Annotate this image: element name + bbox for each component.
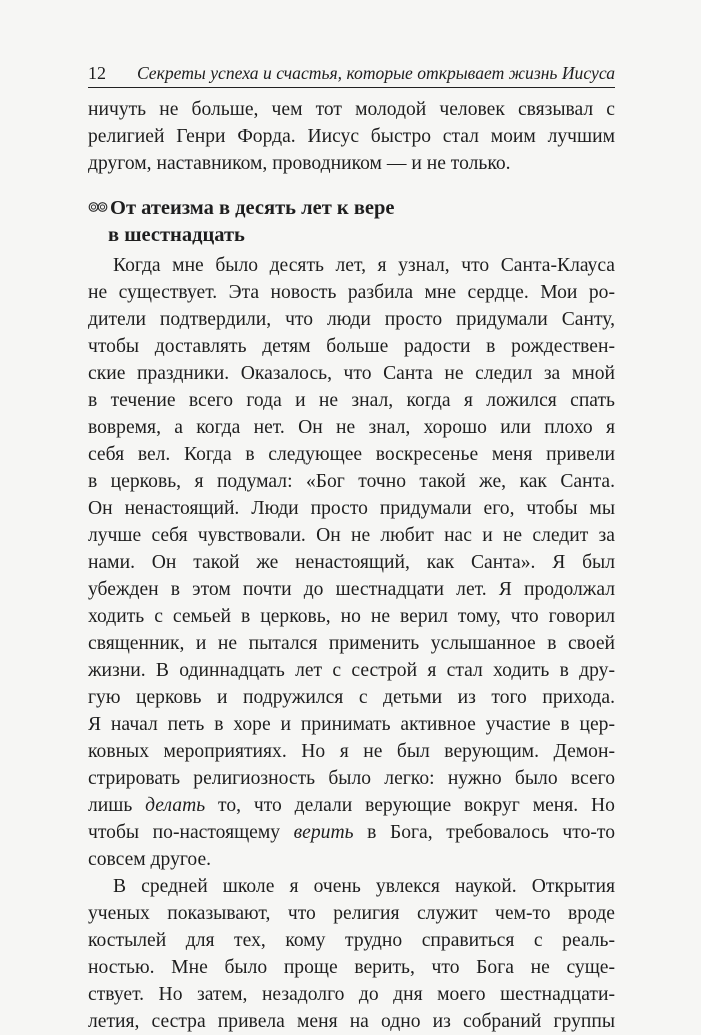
text-line: чтобы доставлять детям больше радости в рождествен- — [88, 336, 615, 357]
emphasis-word: делать — [145, 795, 206, 816]
text-segment: то, что делали верующие вокруг меня. Но — [205, 795, 615, 816]
text-line: жизни. В одиннадцать лет с сестрой я стал ходить в дру- — [88, 660, 615, 681]
text-line: лучше себя чувствовали. Он не любит нас и не следит за — [88, 525, 615, 546]
text-line: другом, наставником, проводником — и не только. — [88, 153, 511, 174]
section-heading-text: От атеизма в десять лет к вере — [110, 197, 395, 219]
text-line: Он ненастоящий. Люди просто придумали его, чтобы мы — [88, 498, 615, 519]
section-heading — [88, 195, 615, 249]
text-line: ствует. Но затем, незадолго до дня моего шестнадцати- — [88, 984, 615, 1005]
text-line: костылей для тех, кому трудно справиться с реаль- — [88, 930, 615, 951]
text-line: убежден в этом почти до шестнадцати лет. Я продолжал — [88, 579, 615, 600]
text-line: стрировать религиозность было легко: нужно было всего — [88, 768, 615, 789]
section-heading-line — [88, 195, 615, 222]
running-header — [88, 62, 615, 84]
text-line: ностью. Мне было проще верить, что Бога не суще- — [88, 957, 615, 978]
text-segment: чтобы по-настоящему — [88, 822, 294, 843]
double-spiral-ornament-icon — [88, 201, 108, 213]
text-line: себя вел. Когда в следующее воскресенье меня привели — [88, 444, 615, 465]
text-line: Я начал петь в хоре и принимать активное участие в цер- — [88, 714, 615, 735]
text-line-with-emphasis — [88, 819, 615, 846]
header-rule — [88, 87, 615, 88]
text-line: дители подтвердили, что люди просто придумали Санту, — [88, 309, 615, 330]
text-line: Когда мне было десять лет, я узнал, что Санта-Клауса — [113, 255, 615, 276]
text-line: ученых показывают, что религия служит чем-то вроде — [88, 903, 615, 924]
text-line: в течение всего года и не знал, когда я ложился спать — [88, 390, 615, 411]
paragraph-2 — [88, 873, 615, 1035]
text-line: ничуть не больше, чем тот молодой человек связывал с — [88, 99, 615, 120]
emphasis-word: верить — [293, 822, 354, 843]
text-line: совсем другое. — [88, 849, 212, 870]
text-line: в церковь, я подумал: «Бог точно такой же, как Санта. — [88, 471, 615, 492]
section-heading-line: в шестнадцать — [108, 224, 245, 246]
running-title: Секреты успеха и счастья, которые открывает жизнь Иисуса — [136, 63, 615, 83]
text-line: летия, сестра привела меня на одно из собраний группы — [88, 1011, 615, 1032]
text-line: вовремя, а когда нет. Он не знал, хорошо или плохо я — [88, 417, 615, 438]
text-line: не существует. Эта новость разбила мне сердце. Мои ро- — [88, 282, 615, 303]
text-line: религией Генри Форда. Иисус быстро стал моим лучшим — [88, 126, 615, 147]
text-segment: в Бога, требовалось что-то — [353, 822, 616, 843]
text-line: ковных мероприятиях. Но я не был верующим. Демон- — [88, 741, 615, 762]
text-line: В средней школе я очень увлекся наукой. Открытия — [113, 876, 615, 897]
text-line-with-emphasis — [88, 792, 615, 819]
page-number: 12 — [88, 63, 106, 83]
text-line: ские праздники. Оказалось, что Санта не следил за мной — [88, 363, 615, 384]
intro-paragraph — [88, 96, 615, 177]
paragraph-1 — [88, 252, 615, 873]
text-line: нами. Он такой же ненастоящий, как Санта». Я был — [88, 552, 615, 573]
text-line: гую церковь и подружился с детьми из того прихода. — [88, 687, 615, 708]
page-body — [88, 96, 615, 1035]
text-segment: лишь — [88, 795, 146, 816]
text-line: священник, и не пытался применить услышанное в своей — [88, 633, 615, 654]
text-line: ходить с семьей в церковь, но не верил тому, что говорил — [88, 606, 615, 627]
